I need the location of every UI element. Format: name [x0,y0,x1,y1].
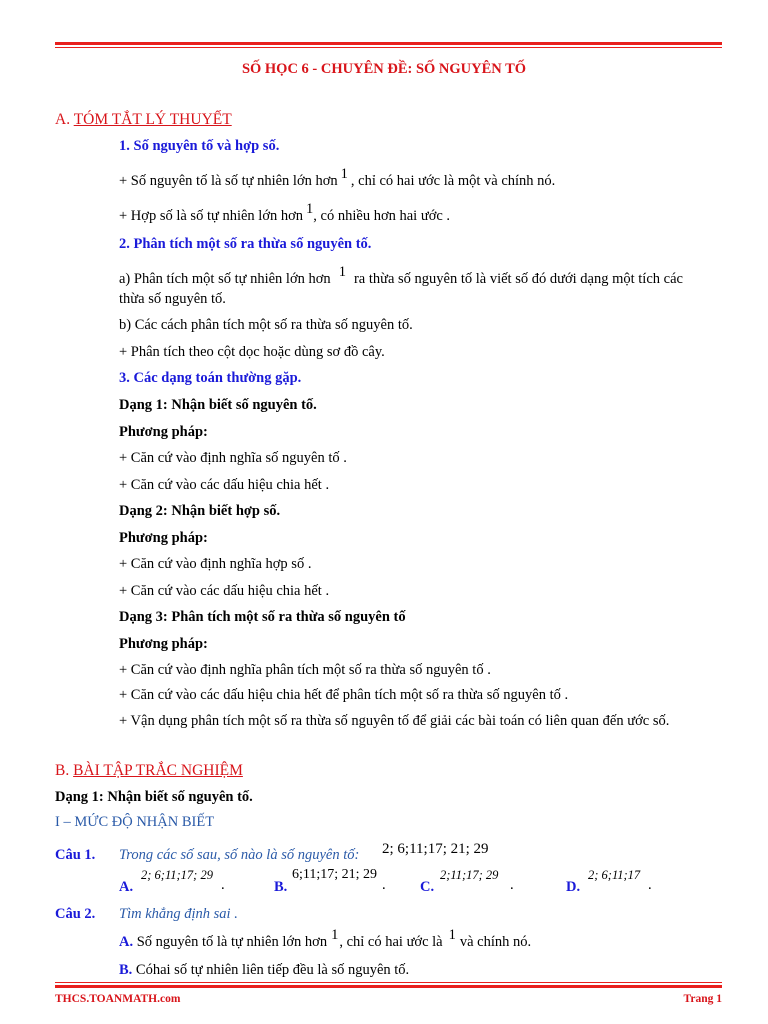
dang3-title: Dạng 3: Phân tích một số ra thừa số nguyên tố [119,609,406,625]
prime-definition [119,166,556,190]
section-a-heading [55,111,232,129]
dang3-line1: + Căn cứ vào định nghĩa phân tích một số ra thừa số nguyên tố . [119,662,491,678]
q1-option-d-value: 2; 6;11;17 [588,868,641,882]
dang2-line1: + Căn cứ vào định nghĩa hợp số . [119,556,312,572]
prime-def-text: + Số nguyên tố là số tự nhiên lớn hơn [119,173,338,189]
factorization-a-cont: thừa số nguyên tố. [119,291,226,307]
subsection-3-title: 3. Các dạng toán thường gặp. [119,370,302,386]
dang3-line2: + Căn cứ vào các dấu hiệu chia hết để phân tích một số ra thừa số nguyên tố . [119,687,569,703]
q2-option-a-text: Số nguyên tố là tự nhiên lớn hơn [136,934,328,950]
q1-option-a-letter: A. [119,879,134,895]
q2-option-b-text: Cóhai số tự nhiên liên tiếp đều là số nguyên tố. [135,962,410,978]
question-2-label: Câu 2. [55,906,96,922]
prime-def-number: 1 [340,166,348,182]
q1-option-a-value: 2; 6;11;17; 29 [141,868,213,882]
q2-option-a-end: và chính nó. [459,934,532,950]
dang2-line2: + Căn cứ vào các dấu hiệu chia hết . [119,583,330,599]
dang1-line1: + Căn cứ vào định nghĩa số nguyên tố . [119,450,347,466]
q1-option-b-end: . [382,877,386,893]
q1-option-d-end: . [648,877,652,893]
q2-option-a[interactable] [119,927,532,951]
q1-option-c-end: . [510,877,514,893]
factorization-c: + Phân tích theo cột dọc hoặc dùng sơ đồ cây. [119,344,385,360]
section-b-title: BÀI TẬP TRẮC NGHIỆM [73,762,243,779]
factorization-b: b) Các cách phân tích một số ra thừa số nguyên tố. [119,317,413,333]
header-rule-thin [55,47,722,48]
subsection-1-title: 1. Số nguyên tố và hợp số. [119,138,280,154]
footer-rule-thin [55,982,722,983]
q2-option-b[interactable] [119,961,409,979]
question-2-text: Tìm khẳng định sai . [119,906,238,922]
dang3-method: Phương pháp: [119,636,208,652]
q2-option-a-letter: A. [119,934,134,950]
section-b-heading [55,762,243,780]
q2-option-a-number-1: 1 [331,927,339,943]
section-a-title: TÓM TẮT LÝ THUYẾT [73,111,232,128]
dang3-line3: + Vận dụng phân tích một số ra thừa số nguyên tố để giải các bài toán có liên quan đến ước số. [119,713,670,729]
composite-definition [119,201,451,225]
subsection-2-title: 2. Phân tích một số ra thừa số nguyên tố. [119,236,372,252]
level-heading: I – MỨC ĐỘ NHẬN BIẾT [55,814,215,830]
factorization-a-text-end: ra thừa số nguyên tố là viết số đó dưới dạng một tích các [353,271,683,287]
composite-def-text: + Hợp số là số tự nhiên lớn hơn [119,208,304,224]
question-1-number-set: 2; 6;11;17; 21; 29 [382,841,489,857]
q1-option-b-letter: B. [274,879,288,895]
q1-option-a-end: . [221,877,225,893]
dang2-method: Phương pháp: [119,530,208,546]
section-a-letter: A. [55,111,71,128]
dang1-title: Dạng 1: Nhận biết số nguyên tố. [119,397,317,413]
q2-option-a-mid: , chỉ có hai ước là [339,934,443,950]
q1-option-c-value: 2;11;17; 29 [440,868,499,882]
q1-option-d-letter: D. [566,879,581,895]
q2-option-a-number-2: 1 [448,927,456,943]
dang1-method: Phương pháp: [119,424,208,440]
composite-def-number: 1 [306,201,314,217]
page-title: SỐ HỌC 6 - CHUYÊN ĐỀ: SỐ NGUYÊN TỐ [241,61,527,77]
factorization-a [119,264,683,288]
question-1-text: Trong các số sau, số nào là số nguyên tố: [119,847,360,863]
composite-def-text-end: , có nhiều hơn hai ước . [313,208,451,224]
factorization-a-text: a) Phân tích một số tự nhiên lớn hơn [119,271,331,287]
q2-option-b-letter: B. [119,962,133,978]
footer-rule-thick [55,985,722,988]
q1-option-c-letter: C. [420,879,435,895]
question-1-label: Câu 1. [55,847,96,863]
footer-page-number: Trang 1 [683,993,722,1005]
dang1-line2: + Căn cứ vào các dấu hiệu chia hết . [119,477,330,493]
section-b-letter: B. [55,762,70,779]
dang2-title: Dạng 2: Nhận biết hợp số. [119,503,281,519]
q1-option-b-value: 6;11;17; 21; 29 [292,867,378,882]
factorization-a-number: 1 [338,264,346,280]
prime-def-text-end: , chỉ có hai ước là một và chính nó. [350,173,556,189]
footer-site[interactable]: THCS.TOANMATH.com [55,993,181,1005]
header-rule-thick [55,42,722,45]
section-b-dang1: Dạng 1: Nhận biết số nguyên tố. [55,789,253,805]
